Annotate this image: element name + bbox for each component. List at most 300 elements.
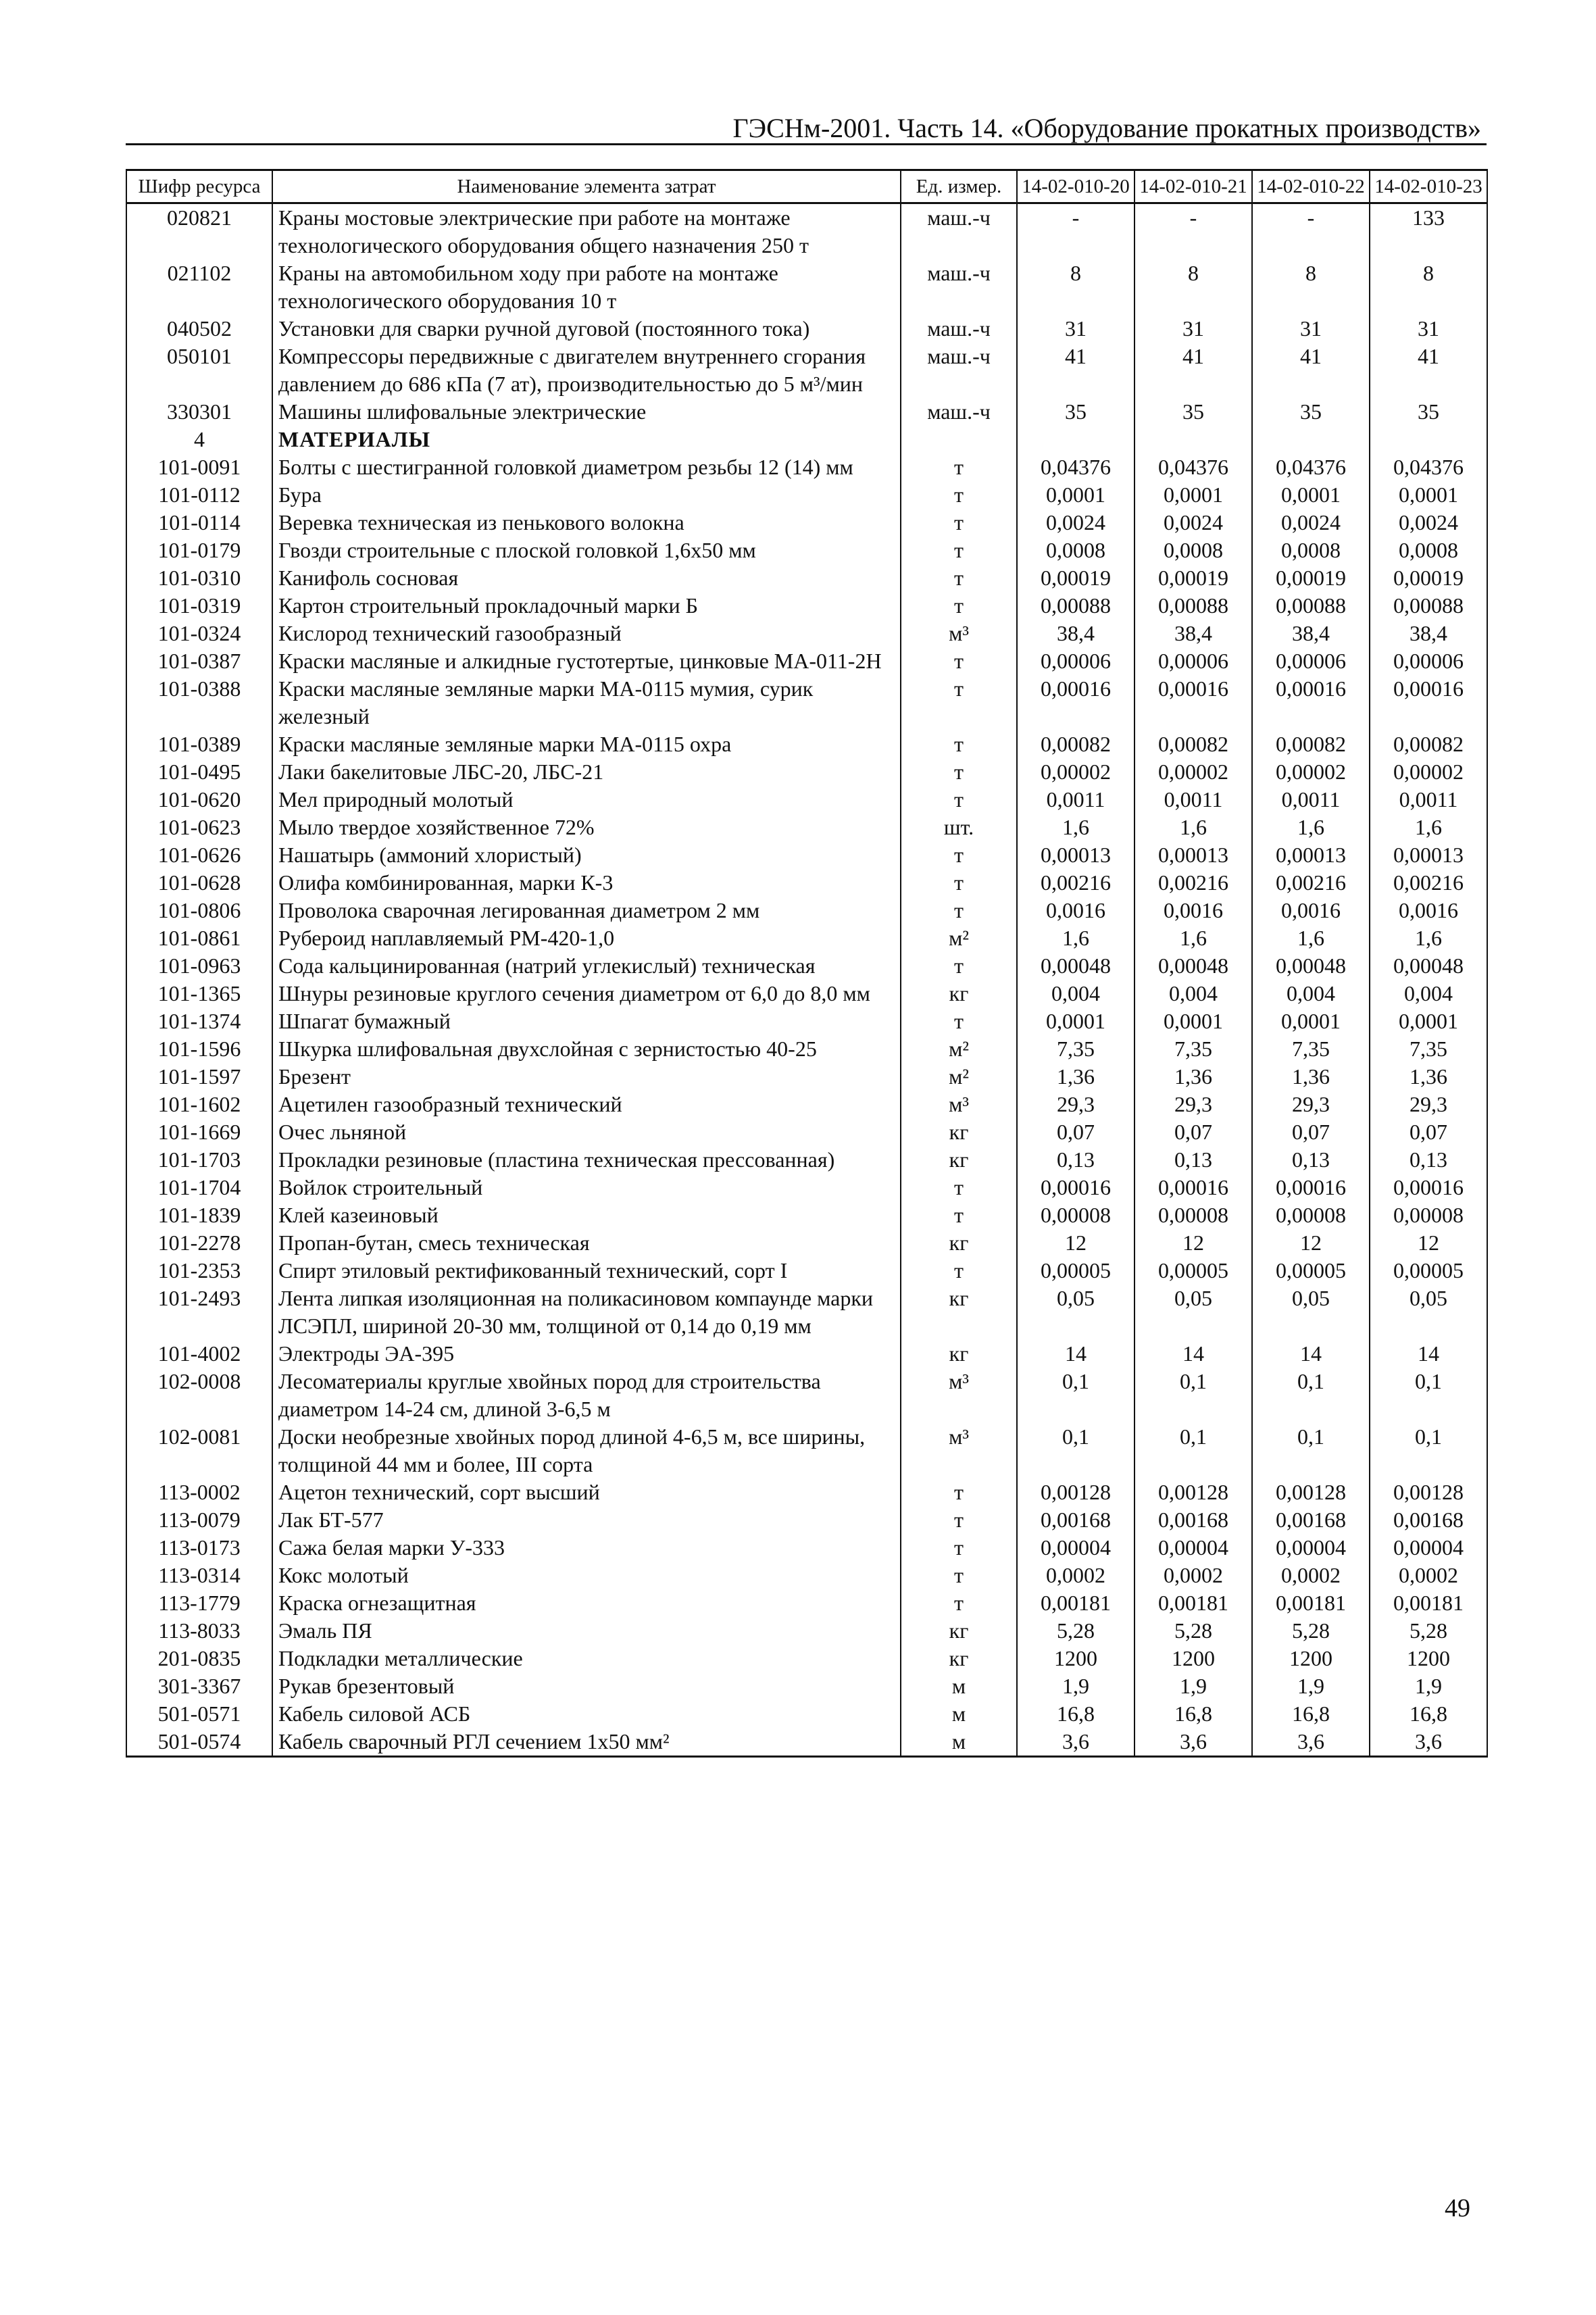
column-header-unit: Ед. измер. [901, 170, 1017, 203]
cell-14-02-010-23: 0,00082 [1370, 730, 1487, 758]
cell-code: 101-4002 [126, 1340, 272, 1368]
cell-14-02-010-23: 1,6 [1370, 924, 1487, 952]
cell-name: Кабель силовой АСБ [272, 1700, 901, 1728]
cell-14-02-010-20: 12 [1017, 1229, 1134, 1257]
cell-14-02-010-21: 0,00013 [1134, 841, 1252, 869]
cell-14-02-010-21: 0,05 [1134, 1285, 1252, 1340]
cell-name: Краски масляные земляные марки МА-0115 мумия, сурик железный [272, 675, 901, 730]
cell-14-02-010-22: 38,4 [1252, 620, 1370, 647]
cell-code: 501-0571 [126, 1700, 272, 1728]
column-header-14-02-010-22: 14-02-010-22 [1252, 170, 1370, 203]
cell-14-02-010-21 [1134, 426, 1252, 453]
table-row [126, 509, 1487, 537]
table-row [126, 952, 1487, 980]
table-row [126, 1340, 1487, 1368]
cell-14-02-010-21: 0,004 [1134, 980, 1252, 1007]
cell-name: Брезент [272, 1063, 901, 1091]
cell-14-02-010-22: 0,0024 [1252, 509, 1370, 537]
table-row [126, 1118, 1487, 1146]
table-row [126, 675, 1487, 730]
cell-unit: кг [901, 1146, 1017, 1174]
cell-14-02-010-20: 0,0016 [1017, 897, 1134, 924]
cell-unit: т [901, 675, 1017, 730]
cell-14-02-010-23: 5,28 [1370, 1617, 1487, 1645]
cell-unit: маш.-ч [901, 398, 1017, 426]
cell-14-02-010-20: 35 [1017, 398, 1134, 426]
cell-14-02-010-21: 1,6 [1134, 814, 1252, 841]
cell-14-02-010-20: 0,00128 [1017, 1478, 1134, 1506]
table-row [126, 758, 1487, 786]
cell-14-02-010-23: 0,05 [1370, 1285, 1487, 1340]
cell-unit: м³ [901, 1091, 1017, 1118]
cell-name: Рукав брезентовый [272, 1672, 901, 1700]
cell-unit: т [901, 564, 1017, 592]
table-row [126, 1423, 1487, 1478]
cell-unit: кг [901, 1229, 1017, 1257]
cell-14-02-010-23: 0,0024 [1370, 509, 1487, 537]
cell-14-02-010-21: 1,6 [1134, 924, 1252, 952]
resource-table [126, 169, 1488, 1758]
table-row [126, 730, 1487, 758]
cell-code: 101-1597 [126, 1063, 272, 1091]
cell-code: 101-0861 [126, 924, 272, 952]
cell-14-02-010-21: 41 [1134, 343, 1252, 398]
cell-14-02-010-20: 0,00019 [1017, 564, 1134, 592]
cell-unit: т [901, 1007, 1017, 1035]
running-header: ГЭСНм-2001. Часть 14. «Оборудование прокатных производств» [732, 113, 1481, 143]
cell-14-02-010-23: 0,00004 [1370, 1534, 1487, 1562]
cell-code: 101-0495 [126, 758, 272, 786]
cell-14-02-010-21: 0,00019 [1134, 564, 1252, 592]
cell-14-02-010-22: 29,3 [1252, 1091, 1370, 1118]
cell-name: Машины шлифовальные электрические [272, 398, 901, 426]
page-number: 49 [1445, 2194, 1470, 2222]
cell-14-02-010-21: 8 [1134, 259, 1252, 315]
cell-unit: м² [901, 924, 1017, 952]
cell-name: Подкладки металлические [272, 1645, 901, 1672]
cell-14-02-010-22: 0,004 [1252, 980, 1370, 1007]
cell-code: 101-0620 [126, 786, 272, 814]
cell-14-02-010-22: 0,00008 [1252, 1201, 1370, 1229]
cell-code: 113-0173 [126, 1534, 272, 1562]
cell-14-02-010-21: 0,00088 [1134, 592, 1252, 620]
table-row [126, 453, 1487, 481]
cell-14-02-010-20: 0,00006 [1017, 647, 1134, 675]
header-rule [126, 143, 1487, 145]
cell-14-02-010-20: 0,00004 [1017, 1534, 1134, 1562]
table-row [126, 1700, 1487, 1728]
cell-name: Краны мостовые электрические при работе на монтаже технологического оборудования общего назначения 250 т [272, 203, 901, 260]
cell-14-02-010-20: 0,07 [1017, 1118, 1134, 1146]
cell-name: МАТЕРИАЛЫ [272, 426, 901, 453]
cell-name: Шнуры резиновые круглого сечения диаметром от 6,0 до 8,0 мм [272, 980, 901, 1007]
cell-14-02-010-22: 35 [1252, 398, 1370, 426]
table-row [126, 1035, 1487, 1063]
cell-14-02-010-21: 0,0011 [1134, 786, 1252, 814]
cell-14-02-010-21: 0,07 [1134, 1118, 1252, 1146]
cell-14-02-010-21: 12 [1134, 1229, 1252, 1257]
cell-14-02-010-20: 38,4 [1017, 620, 1134, 647]
cell-code: 101-0387 [126, 647, 272, 675]
cell-14-02-010-20: 0,00168 [1017, 1506, 1134, 1534]
cell-14-02-010-20: - [1017, 203, 1134, 260]
cell-unit: т [901, 897, 1017, 924]
cell-code: 101-0319 [126, 592, 272, 620]
table-row [126, 980, 1487, 1007]
cell-14-02-010-23: 0,0001 [1370, 1007, 1487, 1035]
cell-14-02-010-20: 0,00002 [1017, 758, 1134, 786]
cell-14-02-010-22: 0,00004 [1252, 1534, 1370, 1562]
cell-14-02-010-21: 1,9 [1134, 1672, 1252, 1700]
cell-name: Очес льняной [272, 1118, 901, 1146]
cell-14-02-010-23: 0,00048 [1370, 952, 1487, 980]
table-row [126, 1063, 1487, 1091]
cell-unit: т [901, 841, 1017, 869]
cell-14-02-010-22: - [1252, 203, 1370, 260]
cell-14-02-010-21: 0,00006 [1134, 647, 1252, 675]
cell-14-02-010-20: 0,0008 [1017, 537, 1134, 564]
cell-name: Мел природный молотый [272, 786, 901, 814]
cell-14-02-010-23: 0,1 [1370, 1368, 1487, 1423]
cell-code: 101-1703 [126, 1146, 272, 1174]
cell-code: 101-0324 [126, 620, 272, 647]
cell-code: 501-0574 [126, 1728, 272, 1757]
cell-code: 101-0389 [126, 730, 272, 758]
cell-14-02-010-20: 1,36 [1017, 1063, 1134, 1091]
cell-unit: т [901, 481, 1017, 509]
cell-14-02-010-22: 0,04376 [1252, 453, 1370, 481]
cell-14-02-010-20: 0,00082 [1017, 730, 1134, 758]
cell-14-02-010-20: 16,8 [1017, 1700, 1134, 1728]
cell-name: Краска огнезащитная [272, 1589, 901, 1617]
cell-14-02-010-21: 29,3 [1134, 1091, 1252, 1118]
cell-14-02-010-20: 41 [1017, 343, 1134, 398]
cell-14-02-010-20: 0,0001 [1017, 1007, 1134, 1035]
table-row [126, 1672, 1487, 1700]
cell-unit: кг [901, 1285, 1017, 1340]
cell-unit: т [901, 453, 1017, 481]
cell-unit: кг [901, 1645, 1017, 1672]
cell-name: Олифа комбинированная, марки К-3 [272, 869, 901, 897]
cell-name: Установки для сварки ручной дуговой (постоянного тока) [272, 315, 901, 343]
table-row [126, 1478, 1487, 1506]
cell-code: 101-0963 [126, 952, 272, 980]
cell-14-02-010-20: 0,0001 [1017, 481, 1134, 509]
column-header-name: Наименование элемента затрат [272, 170, 901, 203]
cell-14-02-010-22: 0,00013 [1252, 841, 1370, 869]
table-row [126, 924, 1487, 952]
cell-14-02-010-20: 0,1 [1017, 1423, 1134, 1478]
cell-14-02-010-21: 0,00008 [1134, 1201, 1252, 1229]
cell-14-02-010-20: 0,00008 [1017, 1201, 1134, 1229]
cell-14-02-010-21: 0,04376 [1134, 453, 1252, 481]
cell-14-02-010-21: 0,00005 [1134, 1257, 1252, 1285]
cell-14-02-010-23: 0,0011 [1370, 786, 1487, 814]
cell-unit: т [901, 1589, 1017, 1617]
cell-unit: т [901, 1174, 1017, 1201]
cell-14-02-010-22: 16,8 [1252, 1700, 1370, 1728]
cell-14-02-010-20: 0,00013 [1017, 841, 1134, 869]
cell-unit: т [901, 1257, 1017, 1285]
cell-14-02-010-21: 31 [1134, 315, 1252, 343]
cell-code: 101-2493 [126, 1285, 272, 1340]
cell-14-02-010-22: 0,0008 [1252, 537, 1370, 564]
table-row [126, 869, 1487, 897]
cell-14-02-010-20: 0,00016 [1017, 675, 1134, 730]
cell-unit: т [901, 952, 1017, 980]
cell-14-02-010-22: 0,00088 [1252, 592, 1370, 620]
cell-14-02-010-22: 5,28 [1252, 1617, 1370, 1645]
cell-14-02-010-23: 0,13 [1370, 1146, 1487, 1174]
cell-14-02-010-20: 1,6 [1017, 924, 1134, 952]
table-row [126, 1534, 1487, 1562]
cell-14-02-010-22: 8 [1252, 259, 1370, 315]
cell-code: 101-1602 [126, 1091, 272, 1118]
cell-name: Кокс молотый [272, 1562, 901, 1589]
table-row [126, 1257, 1487, 1285]
cell-14-02-010-20 [1017, 426, 1134, 453]
cell-name: Картон строительный прокладочный марки Б [272, 592, 901, 620]
cell-name: Лесоматериалы круглые хвойных пород для строительства диаметром 14-24 см, длиной 3-6,5 м [272, 1368, 901, 1423]
cell-14-02-010-22: 1,9 [1252, 1672, 1370, 1700]
cell-14-02-010-20: 0,00088 [1017, 592, 1134, 620]
cell-code: 050101 [126, 343, 272, 398]
table-body [126, 203, 1487, 1757]
table-row [126, 1645, 1487, 1672]
cell-unit: маш.-ч [901, 343, 1017, 398]
table-row [126, 897, 1487, 924]
cell-14-02-010-23: 0,0001 [1370, 481, 1487, 509]
cell-14-02-010-23: 0,00016 [1370, 1174, 1487, 1201]
table-row [126, 1589, 1487, 1617]
table-row [126, 564, 1487, 592]
cell-14-02-010-21: 14 [1134, 1340, 1252, 1368]
cell-14-02-010-22: 0,00168 [1252, 1506, 1370, 1534]
cell-unit: т [901, 786, 1017, 814]
cell-14-02-010-22: 0,00006 [1252, 647, 1370, 675]
cell-code: 101-0623 [126, 814, 272, 841]
cell-14-02-010-22: 0,0002 [1252, 1562, 1370, 1589]
cell-14-02-010-22: 0,0016 [1252, 897, 1370, 924]
cell-name: Электроды ЭА-395 [272, 1340, 901, 1368]
cell-code: 113-0079 [126, 1506, 272, 1534]
cell-14-02-010-22: 0,0001 [1252, 1007, 1370, 1035]
cell-14-02-010-20: 0,04376 [1017, 453, 1134, 481]
cell-14-02-010-22: 0,00016 [1252, 675, 1370, 730]
cell-unit: т [901, 1534, 1017, 1562]
cell-14-02-010-21: - [1134, 203, 1252, 260]
table-row [126, 814, 1487, 841]
cell-14-02-010-20: 29,3 [1017, 1091, 1134, 1118]
cell-14-02-010-22: 41 [1252, 343, 1370, 398]
cell-code: 101-1704 [126, 1174, 272, 1201]
table-row [126, 398, 1487, 426]
cell-14-02-010-23: 0,07 [1370, 1118, 1487, 1146]
cell-14-02-010-20: 7,35 [1017, 1035, 1134, 1063]
cell-14-02-010-23: 0,0002 [1370, 1562, 1487, 1589]
cell-14-02-010-23: 29,3 [1370, 1091, 1487, 1118]
cell-14-02-010-23: 3,6 [1370, 1728, 1487, 1757]
section-row [126, 426, 1487, 453]
cell-unit: т [901, 537, 1017, 564]
table-row [126, 1285, 1487, 1340]
table-row [126, 343, 1487, 398]
cell-14-02-010-20: 1,9 [1017, 1672, 1134, 1700]
cell-14-02-010-22: 12 [1252, 1229, 1370, 1257]
cell-unit: т [901, 869, 1017, 897]
cell-14-02-010-23: 0,00016 [1370, 675, 1487, 730]
cell-14-02-010-21: 0,0001 [1134, 481, 1252, 509]
cell-name: Канифоль сосновая [272, 564, 901, 592]
table-header-row [126, 170, 1487, 203]
table-row [126, 620, 1487, 647]
cell-14-02-010-23: 0,00181 [1370, 1589, 1487, 1617]
cell-14-02-010-21: 16,8 [1134, 1700, 1252, 1728]
cell-14-02-010-21: 38,4 [1134, 620, 1252, 647]
table-row [126, 592, 1487, 620]
cell-14-02-010-20: 0,00216 [1017, 869, 1134, 897]
cell-unit: т [901, 647, 1017, 675]
cell-code: 021102 [126, 259, 272, 315]
table-row [126, 1617, 1487, 1645]
cell-14-02-010-21: 0,00016 [1134, 675, 1252, 730]
cell-14-02-010-23: 8 [1370, 259, 1487, 315]
cell-unit [901, 426, 1017, 453]
cell-unit: м³ [901, 1368, 1017, 1423]
cell-name: Эмаль ПЯ [272, 1617, 901, 1645]
cell-14-02-010-21: 1,36 [1134, 1063, 1252, 1091]
cell-14-02-010-21: 0,00181 [1134, 1589, 1252, 1617]
cell-14-02-010-21: 0,13 [1134, 1146, 1252, 1174]
cell-14-02-010-23: 12 [1370, 1229, 1487, 1257]
cell-name: Шкурка шлифовальная двухслойная с зернистостью 40-25 [272, 1035, 901, 1063]
cell-unit: м [901, 1700, 1017, 1728]
cell-14-02-010-20: 3,6 [1017, 1728, 1134, 1757]
cell-14-02-010-22: 0,13 [1252, 1146, 1370, 1174]
cell-14-02-010-23: 41 [1370, 343, 1487, 398]
cell-14-02-010-21: 0,0024 [1134, 509, 1252, 537]
cell-14-02-010-21: 0,1 [1134, 1368, 1252, 1423]
cell-name: Пропан-бутан, смесь техническая [272, 1229, 901, 1257]
cell-14-02-010-22: 0,0011 [1252, 786, 1370, 814]
cell-code: 4 [126, 426, 272, 453]
cell-14-02-010-22: 0,00128 [1252, 1478, 1370, 1506]
cell-14-02-010-21: 0,00016 [1134, 1174, 1252, 1201]
cell-unit: т [901, 509, 1017, 537]
table-row [126, 481, 1487, 509]
cell-14-02-010-22: 1200 [1252, 1645, 1370, 1672]
cell-code: 201-0835 [126, 1645, 272, 1672]
cell-14-02-010-21: 35 [1134, 398, 1252, 426]
cell-14-02-010-23: 0,0008 [1370, 537, 1487, 564]
table-row [126, 537, 1487, 564]
cell-14-02-010-23: 0,00168 [1370, 1506, 1487, 1534]
cell-14-02-010-23: 0,00013 [1370, 841, 1487, 869]
cell-unit: м² [901, 1063, 1017, 1091]
cell-14-02-010-21: 0,0016 [1134, 897, 1252, 924]
cell-14-02-010-21: 1200 [1134, 1645, 1252, 1672]
cell-14-02-010-23: 0,00128 [1370, 1478, 1487, 1506]
cell-name: Краны на автомобильном ходу при работе на монтаже технологического оборудования 10 т [272, 259, 901, 315]
cell-name: Рубероид наплавляемый РМ-420-1,0 [272, 924, 901, 952]
cell-14-02-010-22: 0,1 [1252, 1423, 1370, 1478]
cell-unit: м [901, 1672, 1017, 1700]
cell-14-02-010-23: 0,00008 [1370, 1201, 1487, 1229]
cell-14-02-010-20: 0,13 [1017, 1146, 1134, 1174]
cell-unit: маш.-ч [901, 203, 1017, 260]
cell-code: 101-0114 [126, 509, 272, 537]
cell-name: Лак БТ-577 [272, 1506, 901, 1534]
cell-code: 101-1374 [126, 1007, 272, 1035]
cell-14-02-010-22: 0,07 [1252, 1118, 1370, 1146]
table-row [126, 1146, 1487, 1174]
cell-14-02-010-21: 0,0008 [1134, 537, 1252, 564]
cell-14-02-010-23: 0,00088 [1370, 592, 1487, 620]
cell-code: 102-0081 [126, 1423, 272, 1478]
cell-14-02-010-23: 1,36 [1370, 1063, 1487, 1091]
cell-code: 101-1365 [126, 980, 272, 1007]
cell-code: 101-2278 [126, 1229, 272, 1257]
cell-name: Клей казеиновый [272, 1201, 901, 1229]
cell-14-02-010-21: 0,0002 [1134, 1562, 1252, 1589]
cell-name: Нашатырь (аммоний хлористый) [272, 841, 901, 869]
cell-14-02-010-21: 5,28 [1134, 1617, 1252, 1645]
table-row [126, 1201, 1487, 1229]
cell-14-02-010-20: 0,004 [1017, 980, 1134, 1007]
cell-14-02-010-23: 35 [1370, 398, 1487, 426]
cell-name: Краски масляные и алкидные густотертые, цинковые МА-011-2Н [272, 647, 901, 675]
cell-14-02-010-20: 0,00016 [1017, 1174, 1134, 1201]
cell-14-02-010-20: 0,00005 [1017, 1257, 1134, 1285]
cell-14-02-010-20: 0,1 [1017, 1368, 1134, 1423]
cell-14-02-010-23: 0,0016 [1370, 897, 1487, 924]
cell-14-02-010-22: 14 [1252, 1340, 1370, 1368]
cell-unit: т [901, 1562, 1017, 1589]
cell-name: Компрессоры передвижные с двигателем внутреннего сгорания давлением до 686 кПа (7 ат), производительностью до 5 м³/мин [272, 343, 901, 398]
table-row [126, 647, 1487, 675]
cell-14-02-010-21: 0,00082 [1134, 730, 1252, 758]
cell-name: Краски масляные земляные марки МА-0115 охра [272, 730, 901, 758]
cell-name: Шпагат бумажный [272, 1007, 901, 1035]
table-row [126, 315, 1487, 343]
cell-14-02-010-22: 0,00082 [1252, 730, 1370, 758]
cell-14-02-010-23: 1,9 [1370, 1672, 1487, 1700]
cell-code: 101-1839 [126, 1201, 272, 1229]
cell-name: Проволока сварочная легированная диаметром 2 мм [272, 897, 901, 924]
column-header-14-02-010-20: 14-02-010-20 [1017, 170, 1134, 203]
cell-14-02-010-21: 0,00128 [1134, 1478, 1252, 1506]
table-row [126, 786, 1487, 814]
cell-14-02-010-23: 16,8 [1370, 1700, 1487, 1728]
cell-14-02-010-23 [1370, 426, 1487, 453]
cell-14-02-010-20: 0,0024 [1017, 509, 1134, 537]
cell-14-02-010-23: 31 [1370, 315, 1487, 343]
cell-14-02-010-22: 0,1 [1252, 1368, 1370, 1423]
cell-unit: т [901, 1478, 1017, 1506]
cell-14-02-010-21: 0,00168 [1134, 1506, 1252, 1534]
cell-name: Войлок строительный [272, 1174, 901, 1201]
cell-14-02-010-23: 14 [1370, 1340, 1487, 1368]
cell-name: Веревка техническая из пенькового волокна [272, 509, 901, 537]
cell-14-02-010-22: 0,00005 [1252, 1257, 1370, 1285]
cell-name: Ацетилен газообразный технический [272, 1091, 901, 1118]
cell-14-02-010-20: 5,28 [1017, 1617, 1134, 1645]
cell-14-02-010-23: 1,6 [1370, 814, 1487, 841]
cell-14-02-010-23: 0,00006 [1370, 647, 1487, 675]
cell-14-02-010-22: 0,00181 [1252, 1589, 1370, 1617]
cell-code: 101-0628 [126, 869, 272, 897]
cell-unit: т [901, 758, 1017, 786]
